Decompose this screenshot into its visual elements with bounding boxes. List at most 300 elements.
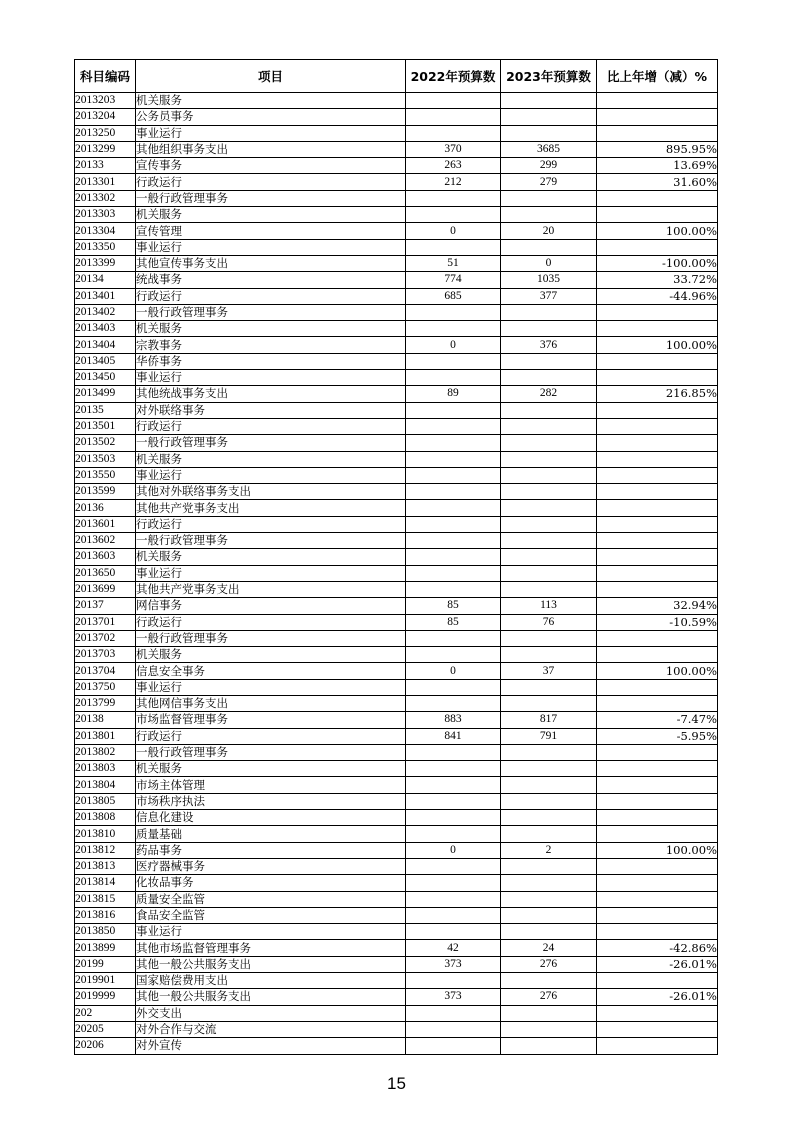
cell-budget-2022 <box>406 875 501 891</box>
cell-item-name: 其他对外联络事务支出 <box>136 484 406 500</box>
table-row <box>75 907 718 923</box>
table-row <box>75 940 718 956</box>
table-row <box>75 288 718 304</box>
cell-budget-2022: 0 <box>406 842 501 858</box>
cell-budget-2022 <box>406 467 501 483</box>
cell-change-percent <box>597 810 718 826</box>
cell-item-name: 对外宣传 <box>136 1038 406 1054</box>
cell-item-name: 国家赔偿费用支出 <box>136 973 406 989</box>
cell-budget-2023 <box>501 679 597 695</box>
cell-budget-2022 <box>406 549 501 565</box>
table-row <box>75 810 718 826</box>
cell-budget-2022 <box>406 647 501 663</box>
cell-change-percent <box>597 581 718 597</box>
cell-budget-2023 <box>501 793 597 809</box>
cell-change-percent: -7.47% <box>597 712 718 728</box>
cell-budget-2023 <box>501 907 597 923</box>
cell-change-percent: -26.01% <box>597 956 718 972</box>
cell-code: 2013304 <box>75 223 136 239</box>
cell-item-name: 宣传事务 <box>136 158 406 174</box>
cell-budget-2023 <box>501 435 597 451</box>
cell-change-percent <box>597 467 718 483</box>
table-row <box>75 744 718 760</box>
cell-budget-2022: 373 <box>406 956 501 972</box>
cell-budget-2022: 883 <box>406 712 501 728</box>
cell-budget-2023 <box>501 875 597 891</box>
cell-change-percent <box>597 679 718 695</box>
table-row <box>75 418 718 434</box>
cell-budget-2022 <box>406 304 501 320</box>
table-row <box>75 386 718 402</box>
cell-code: 2013550 <box>75 467 136 483</box>
cell-change-percent <box>597 207 718 223</box>
cell-code: 2013699 <box>75 581 136 597</box>
cell-change-percent <box>597 858 718 874</box>
cell-change-percent <box>597 402 718 418</box>
table-row <box>75 141 718 157</box>
cell-code: 2013203 <box>75 93 136 109</box>
cell-change-percent: -42.86% <box>597 940 718 956</box>
cell-item-name: 一般行政管理事务 <box>136 533 406 549</box>
cell-code: 2019901 <box>75 973 136 989</box>
cell-change-percent <box>597 549 718 565</box>
header-change: 比上年增（减）% <box>597 60 718 93</box>
cell-budget-2023: 376 <box>501 337 597 353</box>
cell-code: 2013301 <box>75 174 136 190</box>
cell-item-name: 信息安全事务 <box>136 663 406 679</box>
cell-budget-2023 <box>501 565 597 581</box>
cell-budget-2023 <box>501 207 597 223</box>
cell-budget-2023: 3685 <box>501 141 597 157</box>
table-row <box>75 500 718 516</box>
table-row <box>75 451 718 467</box>
header-budget-2023: 2023年预算数 <box>501 60 597 93</box>
cell-code: 20199 <box>75 956 136 972</box>
cell-code: 2013850 <box>75 924 136 940</box>
table-row <box>75 712 718 728</box>
cell-budget-2023 <box>501 370 597 386</box>
table-row <box>75 679 718 695</box>
table-row <box>75 321 718 337</box>
cell-item-name: 食品安全监管 <box>136 907 406 923</box>
cell-item-name: 医疗器械事务 <box>136 858 406 874</box>
cell-item-name: 事业运行 <box>136 924 406 940</box>
cell-change-percent: 895.95% <box>597 141 718 157</box>
cell-budget-2023 <box>501 810 597 826</box>
cell-item-name: 机关服务 <box>136 761 406 777</box>
cell-item-name: 宣传管理 <box>136 223 406 239</box>
cell-code: 2013450 <box>75 370 136 386</box>
cell-item-name: 行政运行 <box>136 516 406 532</box>
cell-budget-2022 <box>406 435 501 451</box>
cell-budget-2022 <box>406 858 501 874</box>
table-row <box>75 223 718 239</box>
cell-budget-2022 <box>406 533 501 549</box>
table-row <box>75 1021 718 1037</box>
table-row <box>75 581 718 597</box>
cell-change-percent <box>597 125 718 141</box>
cell-item-name: 事业运行 <box>136 679 406 695</box>
cell-budget-2022 <box>406 695 501 711</box>
cell-budget-2023: 299 <box>501 158 597 174</box>
cell-item-name: 一般行政管理事务 <box>136 435 406 451</box>
cell-budget-2022 <box>406 777 501 793</box>
cell-budget-2022 <box>406 418 501 434</box>
cell-budget-2022 <box>406 484 501 500</box>
cell-budget-2023 <box>501 93 597 109</box>
table-row <box>75 93 718 109</box>
table-row <box>75 109 718 125</box>
cell-code: 2013404 <box>75 337 136 353</box>
table-row <box>75 826 718 842</box>
cell-change-percent: -5.95% <box>597 728 718 744</box>
cell-budget-2022 <box>406 810 501 826</box>
cell-budget-2023: 2 <box>501 842 597 858</box>
cell-code: 2013403 <box>75 321 136 337</box>
cell-budget-2022: 51 <box>406 255 501 271</box>
cell-change-percent: 100.00% <box>597 223 718 239</box>
cell-code: 20133 <box>75 158 136 174</box>
cell-item-name: 华侨事务 <box>136 353 406 369</box>
cell-item-name: 公务员事务 <box>136 109 406 125</box>
cell-code: 2013803 <box>75 761 136 777</box>
cell-change-percent: 13.69% <box>597 158 718 174</box>
cell-item-name: 事业运行 <box>136 239 406 255</box>
cell-item-name: 事业运行 <box>136 565 406 581</box>
cell-code: 2013503 <box>75 451 136 467</box>
cell-budget-2022 <box>406 744 501 760</box>
cell-budget-2023 <box>501 695 597 711</box>
cell-budget-2023: 76 <box>501 614 597 630</box>
cell-code: 2013402 <box>75 304 136 320</box>
cell-budget-2023 <box>501 891 597 907</box>
page-number: 15 <box>387 1074 406 1093</box>
cell-budget-2023: 791 <box>501 728 597 744</box>
cell-code: 20206 <box>75 1038 136 1054</box>
budget-table <box>74 59 718 1055</box>
table-row <box>75 647 718 663</box>
cell-code: 2013804 <box>75 777 136 793</box>
cell-budget-2023 <box>501 973 597 989</box>
cell-budget-2022: 212 <box>406 174 501 190</box>
table-row <box>75 304 718 320</box>
cell-budget-2022 <box>406 125 501 141</box>
cell-item-name: 市场主体管理 <box>136 777 406 793</box>
cell-code: 20134 <box>75 272 136 288</box>
cell-item-name: 事业运行 <box>136 125 406 141</box>
cell-budget-2022 <box>406 109 501 125</box>
cell-code: 2013650 <box>75 565 136 581</box>
table-row <box>75 956 718 972</box>
cell-code: 20205 <box>75 1021 136 1037</box>
cell-budget-2023 <box>501 549 597 565</box>
cell-budget-2022: 0 <box>406 223 501 239</box>
cell-budget-2023: 377 <box>501 288 597 304</box>
cell-item-name: 化妆品事务 <box>136 875 406 891</box>
cell-item-name: 机关服务 <box>136 549 406 565</box>
table-row <box>75 614 718 630</box>
cell-budget-2023: 1035 <box>501 272 597 288</box>
cell-budget-2022 <box>406 1005 501 1021</box>
cell-budget-2023 <box>501 190 597 206</box>
cell-change-percent <box>597 321 718 337</box>
table-row <box>75 761 718 777</box>
cell-code: 2013399 <box>75 255 136 271</box>
cell-budget-2022: 89 <box>406 386 501 402</box>
table-row <box>75 598 718 614</box>
cell-code: 2013815 <box>75 891 136 907</box>
cell-budget-2023: 0 <box>501 255 597 271</box>
table-row <box>75 924 718 940</box>
cell-budget-2023 <box>501 418 597 434</box>
cell-change-percent <box>597 1038 718 1054</box>
cell-budget-2022 <box>406 370 501 386</box>
cell-change-percent <box>597 93 718 109</box>
table-row <box>75 272 718 288</box>
cell-change-percent: 216.85% <box>597 386 718 402</box>
cell-budget-2023: 20 <box>501 223 597 239</box>
cell-change-percent <box>597 1005 718 1021</box>
cell-change-percent: 33.72% <box>597 272 718 288</box>
table-row <box>75 207 718 223</box>
cell-item-name: 统战事务 <box>136 272 406 288</box>
cell-budget-2023 <box>501 647 597 663</box>
cell-item-name: 市场监督管理事务 <box>136 712 406 728</box>
cell-item-name: 行政运行 <box>136 288 406 304</box>
cell-budget-2023 <box>501 858 597 874</box>
cell-change-percent <box>597 353 718 369</box>
cell-budget-2023 <box>501 516 597 532</box>
table-row <box>75 1005 718 1021</box>
cell-change-percent: -44.96% <box>597 288 718 304</box>
cell-change-percent <box>597 777 718 793</box>
cell-item-name: 行政运行 <box>136 728 406 744</box>
table-row <box>75 1038 718 1054</box>
cell-budget-2023: 24 <box>501 940 597 956</box>
cell-budget-2022: 85 <box>406 614 501 630</box>
cell-change-percent <box>597 630 718 646</box>
cell-change-percent: -26.01% <box>597 989 718 1005</box>
cell-budget-2023 <box>501 451 597 467</box>
cell-budget-2022 <box>406 321 501 337</box>
cell-item-name: 其他组织事务支出 <box>136 141 406 157</box>
table-row <box>75 353 718 369</box>
cell-budget-2023 <box>501 581 597 597</box>
cell-change-percent <box>597 516 718 532</box>
cell-item-name: 机关服务 <box>136 207 406 223</box>
cell-item-name: 其他共产党事务支出 <box>136 500 406 516</box>
cell-change-percent <box>597 891 718 907</box>
table-row <box>75 533 718 549</box>
cell-budget-2023: 276 <box>501 956 597 972</box>
cell-budget-2023: 817 <box>501 712 597 728</box>
cell-budget-2022 <box>406 500 501 516</box>
table-row <box>75 989 718 1005</box>
table-row <box>75 337 718 353</box>
cell-item-name: 一般行政管理事务 <box>136 744 406 760</box>
cell-budget-2022 <box>406 630 501 646</box>
header-budget-2022: 2022年预算数 <box>406 60 501 93</box>
cell-budget-2023 <box>501 353 597 369</box>
table-row <box>75 549 718 565</box>
cell-budget-2022: 0 <box>406 337 501 353</box>
cell-code: 2013299 <box>75 141 136 157</box>
cell-budget-2023: 279 <box>501 174 597 190</box>
cell-code: 2013802 <box>75 744 136 760</box>
cell-code: 2013799 <box>75 695 136 711</box>
cell-item-name: 行政运行 <box>136 418 406 434</box>
cell-change-percent: -10.59% <box>597 614 718 630</box>
cell-budget-2022: 685 <box>406 288 501 304</box>
cell-budget-2023 <box>501 321 597 337</box>
cell-budget-2023: 113 <box>501 598 597 614</box>
cell-change-percent <box>597 109 718 125</box>
cell-code: 2013814 <box>75 875 136 891</box>
cell-change-percent <box>597 907 718 923</box>
cell-change-percent: 31.60% <box>597 174 718 190</box>
table-row <box>75 663 718 679</box>
cell-change-percent: -100.00% <box>597 255 718 271</box>
cell-budget-2023 <box>501 109 597 125</box>
cell-item-name: 质量基础 <box>136 826 406 842</box>
cell-budget-2022: 370 <box>406 141 501 157</box>
table-row <box>75 630 718 646</box>
cell-code: 2013501 <box>75 418 136 434</box>
cell-budget-2023 <box>501 744 597 760</box>
cell-item-name: 机关服务 <box>136 647 406 663</box>
cell-budget-2023 <box>501 304 597 320</box>
cell-budget-2022: 0 <box>406 663 501 679</box>
cell-item-name: 一般行政管理事务 <box>136 190 406 206</box>
cell-item-name: 一般行政管理事务 <box>136 630 406 646</box>
cell-code: 20135 <box>75 402 136 418</box>
cell-code: 20137 <box>75 598 136 614</box>
cell-change-percent <box>597 924 718 940</box>
cell-budget-2022 <box>406 93 501 109</box>
table-header-row <box>75 60 718 93</box>
cell-budget-2022 <box>406 1021 501 1037</box>
table-row <box>75 891 718 907</box>
cell-item-name: 对外合作与交流 <box>136 1021 406 1037</box>
cell-budget-2023 <box>501 500 597 516</box>
cell-change-percent <box>597 826 718 842</box>
cell-change-percent <box>597 695 718 711</box>
table-row <box>75 402 718 418</box>
cell-budget-2022 <box>406 451 501 467</box>
cell-change-percent <box>597 239 718 255</box>
cell-budget-2022 <box>406 793 501 809</box>
cell-code: 2019999 <box>75 989 136 1005</box>
cell-item-name: 行政运行 <box>136 174 406 190</box>
cell-budget-2022: 841 <box>406 728 501 744</box>
cell-budget-2022 <box>406 679 501 695</box>
cell-budget-2022 <box>406 581 501 597</box>
cell-code: 2013702 <box>75 630 136 646</box>
cell-item-name: 其他统战事务支出 <box>136 386 406 402</box>
cell-budget-2022 <box>406 907 501 923</box>
table-row <box>75 158 718 174</box>
cell-item-name: 一般行政管理事务 <box>136 304 406 320</box>
cell-item-name: 其他网信事务支出 <box>136 695 406 711</box>
cell-budget-2022 <box>406 973 501 989</box>
cell-budget-2022: 263 <box>406 158 501 174</box>
cell-code: 2013303 <box>75 207 136 223</box>
cell-budget-2022: 373 <box>406 989 501 1005</box>
cell-change-percent <box>597 500 718 516</box>
cell-budget-2022 <box>406 207 501 223</box>
cell-code: 2013250 <box>75 125 136 141</box>
cell-budget-2023: 37 <box>501 663 597 679</box>
cell-code: 2013812 <box>75 842 136 858</box>
cell-item-name: 行政运行 <box>136 614 406 630</box>
cell-budget-2023 <box>501 1038 597 1054</box>
table-row <box>75 255 718 271</box>
cell-code: 2013808 <box>75 810 136 826</box>
cell-code: 2013601 <box>75 516 136 532</box>
cell-change-percent <box>597 418 718 434</box>
cell-item-name: 机关服务 <box>136 451 406 467</box>
cell-budget-2023 <box>501 924 597 940</box>
cell-item-name: 外交支出 <box>136 1005 406 1021</box>
cell-budget-2022: 42 <box>406 940 501 956</box>
cell-item-name: 其他宣传事务支出 <box>136 255 406 271</box>
cell-code: 2013350 <box>75 239 136 255</box>
table-row <box>75 435 718 451</box>
cell-change-percent <box>597 793 718 809</box>
cell-code: 2013204 <box>75 109 136 125</box>
table-row <box>75 484 718 500</box>
cell-change-percent <box>597 451 718 467</box>
cell-budget-2022 <box>406 924 501 940</box>
cell-code: 2013801 <box>75 728 136 744</box>
cell-budget-2023 <box>501 533 597 549</box>
table-row <box>75 793 718 809</box>
cell-code: 2013805 <box>75 793 136 809</box>
cell-item-name: 其他共产党事务支出 <box>136 581 406 597</box>
cell-item-name: 机关服务 <box>136 93 406 109</box>
cell-budget-2022 <box>406 891 501 907</box>
cell-item-name: 信息化建设 <box>136 810 406 826</box>
cell-change-percent <box>597 484 718 500</box>
cell-budget-2022 <box>406 516 501 532</box>
cell-code: 2013816 <box>75 907 136 923</box>
table-row <box>75 125 718 141</box>
cell-change-percent <box>597 973 718 989</box>
cell-change-percent <box>597 565 718 581</box>
cell-code: 2013401 <box>75 288 136 304</box>
cell-code: 2013704 <box>75 663 136 679</box>
cell-budget-2023 <box>501 1021 597 1037</box>
cell-budget-2022 <box>406 761 501 777</box>
cell-budget-2023: 282 <box>501 386 597 402</box>
cell-budget-2022 <box>406 353 501 369</box>
cell-budget-2023 <box>501 777 597 793</box>
cell-code: 2013499 <box>75 386 136 402</box>
cell-budget-2022: 85 <box>406 598 501 614</box>
cell-change-percent <box>597 1021 718 1037</box>
cell-code: 2013750 <box>75 679 136 695</box>
cell-code: 2013302 <box>75 190 136 206</box>
cell-code: 2013602 <box>75 533 136 549</box>
table-body <box>75 93 718 1055</box>
cell-budget-2023 <box>501 1005 597 1021</box>
cell-item-name: 药品事务 <box>136 842 406 858</box>
cell-item-name: 事业运行 <box>136 370 406 386</box>
table-row <box>75 973 718 989</box>
cell-budget-2023: 276 <box>501 989 597 1005</box>
cell-change-percent: 100.00% <box>597 663 718 679</box>
table-row <box>75 875 718 891</box>
